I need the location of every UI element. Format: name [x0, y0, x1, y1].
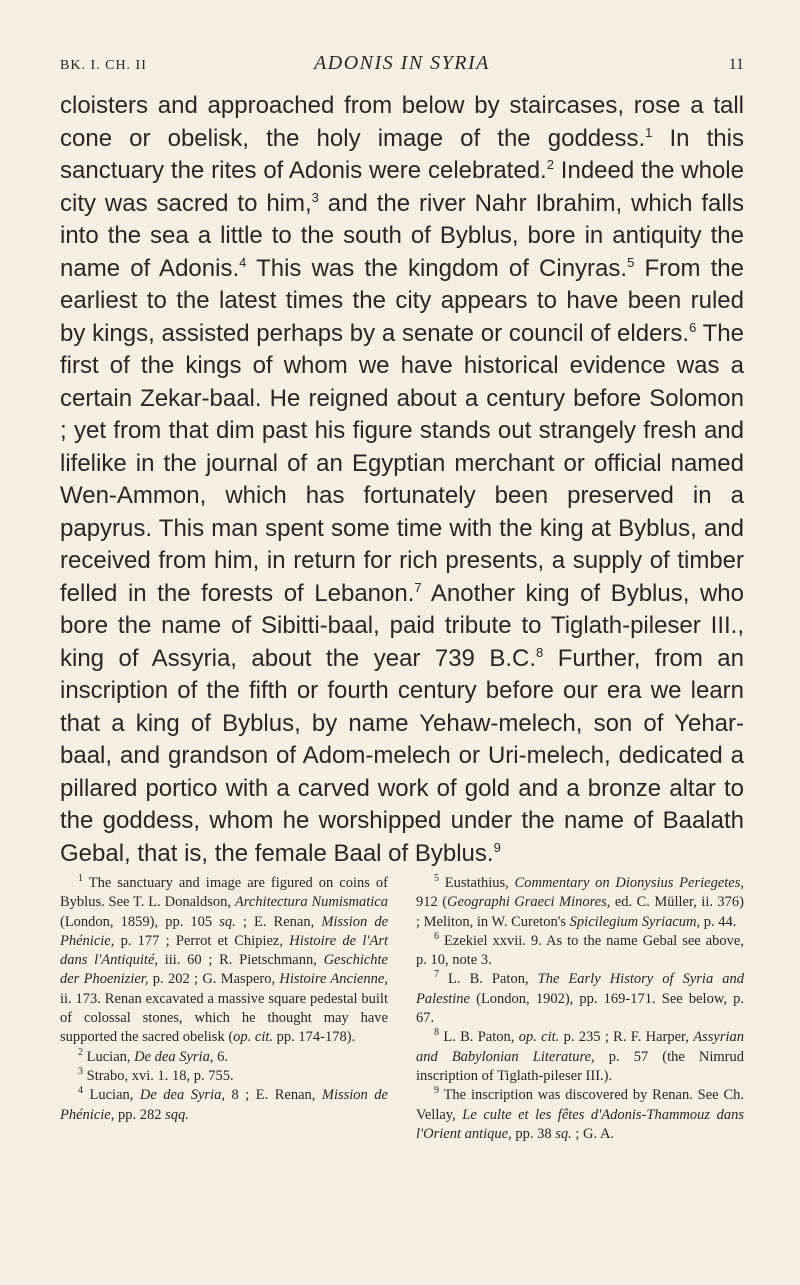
footnote-number: 2 — [78, 1046, 83, 1058]
italic-title: De dea Syria, — [134, 1048, 214, 1065]
italic-title: sqq. — [165, 1106, 189, 1123]
footnotes — [60, 874, 744, 1144]
text-run: (London, 1902), pp. 169-171. See below, p. 67. — [416, 990, 744, 1027]
footnote — [60, 1086, 388, 1125]
text-run: The sanctuary and image are figured on coins of Byblus. See T. L. Donaldson, — [60, 875, 388, 911]
text-run: ed. C. Müller, ii. 376) ; Meliton, in W. Cureton's — [416, 894, 744, 930]
footnote-reference: 8 — [536, 644, 544, 660]
footnote-reference: 1 — [645, 124, 653, 140]
text-run: p. 44. — [700, 913, 737, 930]
footnotes-right-column — [416, 874, 744, 1144]
footnote — [416, 874, 744, 932]
footnote — [416, 970, 744, 1028]
footnote-reference: 9 — [493, 839, 501, 855]
italic-title: Histoire Ancienne, — [279, 971, 388, 988]
text-run: p. 235 ; R. F. Harper, — [559, 1029, 694, 1046]
footnote — [416, 932, 744, 971]
footnote-number: 1 — [78, 873, 83, 885]
footnote — [416, 1028, 744, 1086]
footnote-number: 9 — [434, 1085, 439, 1097]
text-run: Eustathius, — [439, 875, 515, 891]
text-run: cloisters and approached from below by staircases, rose a tall cone or obelisk, the holy image of the goddess. — [60, 92, 744, 152]
text-run: Indeed the whole city was sacred to him, — [60, 157, 744, 217]
italic-title: Mission de Phénicie, — [60, 1087, 388, 1123]
text-run: Lucian, — [83, 1087, 140, 1104]
italic-title: Commentary on Dionysius Periegetes, — [514, 875, 744, 891]
italic-title: The Early History of Syria and Palestine — [416, 971, 744, 1007]
italic-title: De dea Syria, — [139, 1087, 225, 1104]
italic-title: sq. — [555, 1125, 572, 1142]
italic-title: Assyrian and Babylonian Literature, — [416, 1029, 744, 1065]
footnote — [60, 874, 388, 1048]
footnote — [60, 1067, 388, 1086]
text-run: From the earliest to the latest times the city appears to have been ruled by kings, assisted perhaps by a senate or council of elders. — [60, 254, 744, 347]
text-run: pp. 174-178). — [273, 1029, 356, 1046]
text-run: Lucian, — [83, 1048, 135, 1065]
text-run: iii. 60 ; R. Pietschmann, — [158, 952, 324, 969]
footnote-number: 3 — [78, 1066, 83, 1078]
italic-title: op. cit. — [518, 1029, 560, 1046]
text-run: The inscription was discovered by Renan. See Ch. Vellay, — [416, 1087, 744, 1123]
running-header — [60, 48, 744, 84]
text-run: p. 57 (the Nimrud inscription of Tiglath-pileser III.). — [416, 1048, 744, 1084]
text-run: 6. — [213, 1048, 228, 1065]
footnote — [416, 1086, 744, 1144]
italic-title: Mission de Phénicie, — [60, 913, 389, 949]
footnote-reference: 4 — [239, 254, 247, 270]
footnote-reference: 5 — [627, 254, 635, 270]
text-run: ; E. Renan, — [235, 913, 322, 930]
footnote-reference: 6 — [689, 319, 697, 335]
book-page — [60, 48, 744, 1144]
text-run: Further, from an inscription of the fifth or fourth century before our era we learn that a king of Byblus, by name Yehaw-melech, son of Yehar-baal, and grandson of Adom-melech or Uri-melech, dedicated a pillared portico with a carved work of gold and a bronze altar to the goddess, whom he worshipped under the name of Baalath Gebal, that is, the female Baal of Byblus. — [60, 644, 744, 867]
footnote-reference: 7 — [414, 579, 422, 595]
text-run: Ezekiel xxvii. 9. As to the name Gebal see above, p. 10, note 3. — [416, 932, 744, 969]
footnote-number: 8 — [434, 1027, 439, 1039]
footnote-reference: 3 — [311, 189, 319, 205]
text-run: The first of the kings of whom we have historical evidence was a certain Zekar-baal. He reigned about a century before Solomon ; yet from that dim past his figure stands out strangely fresh and lifelike in the journal of an Egyptian merchant or official named Wen-Ammon, which has fortunately been preserved in a papyrus. This man spent some time with the king at Byblus, and received from him, in return for rich presents, a supply of timber felled in the forests of Lebanon. — [60, 319, 744, 607]
italic-title: Le culte et les fêtes d'Adonis-Thammouz dans l'Orient antique, — [416, 1106, 744, 1142]
italic-title: Geographi Graeci Minores, — [447, 894, 611, 911]
text-run: 8 ; E. Renan, — [224, 1087, 322, 1104]
italic-title: Histoire de l'Art dans l'Antiquité, — [60, 932, 389, 969]
main-paragraph — [60, 90, 744, 870]
text-run: Another king of Byblus, who bore the name of Sibitti-baal, paid tribute to Tiglath-pileser III., king of Assyria, about the year 739 B.C. — [60, 579, 744, 672]
text-run: p. 202 ; G. Maspero, — [148, 971, 280, 988]
chapter-reference: BK. I. CH. II — [60, 58, 147, 73]
text-run: This was the kingdom of Cinyras. — [246, 254, 628, 282]
text-run: pp. 282 — [114, 1106, 166, 1123]
footnote-number: 7 — [434, 969, 439, 981]
text-run: 912 ( — [416, 894, 448, 911]
footnotes-left-column — [60, 874, 388, 1144]
text-run: and the river Nahr Ibrahim, which falls into the sea a little to the south of Byblus, bore in antiquity the name of Adonis. — [60, 189, 745, 282]
footnote-number: 6 — [434, 931, 439, 943]
footnote-number: 4 — [78, 1085, 83, 1097]
text-run: p. 177 ; Perrot et Chipiez, — [114, 932, 290, 949]
text-run: (London, 1859), pp. 105 — [60, 913, 220, 930]
italic-title: Spicilegium Syriacum, — [569, 913, 701, 930]
italic-title: op. cit. — [233, 1029, 274, 1046]
italic-title: Geschichte der Phoenizier, — [60, 952, 388, 988]
text-run: Strabo, xvi. 1. 18, p. 755. — [83, 1067, 234, 1084]
footnote-number: 5 — [434, 873, 439, 885]
text-run: L. B. Paton, — [439, 1029, 519, 1046]
text-run: pp. 38 — [511, 1125, 556, 1142]
page-number: 11 — [728, 56, 744, 73]
footnote — [60, 1048, 388, 1067]
italic-title: sq. — [219, 913, 236, 930]
italic-title: Architectura Numismatica — [234, 894, 388, 911]
text-run: ii. 173. Renan excavated a massive square pedestal built of colossal stones, which he thought may have supported the sacred obelisk ( — [60, 990, 388, 1046]
text-run: ; G. A. — [571, 1125, 615, 1142]
text-run: L. B. Paton, — [439, 971, 538, 988]
running-title: ADONIS IN SYRIA — [314, 52, 490, 74]
footnote-reference: 2 — [546, 157, 554, 172]
text-run: In this sanctuary the rites of Adonis were celebrated. — [60, 124, 744, 184]
